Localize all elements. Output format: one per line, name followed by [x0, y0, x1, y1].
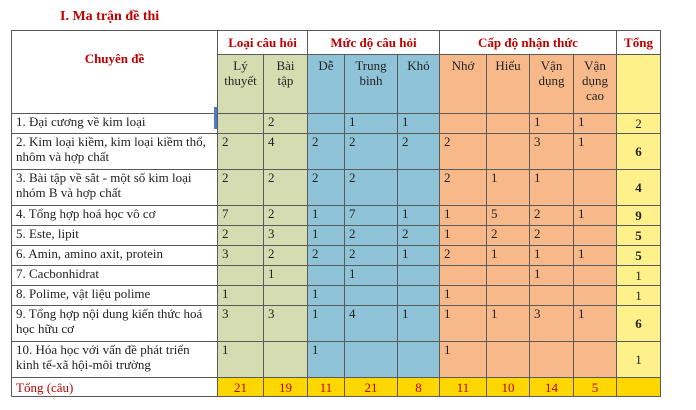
- count-cell: [398, 342, 440, 378]
- row-total-cell: 2: [617, 114, 661, 134]
- count-cell: 2: [308, 246, 345, 266]
- table-row: [12, 170, 661, 206]
- footer-cell: 5: [574, 378, 617, 397]
- footer-cell: 8: [398, 378, 440, 397]
- count-cell: [440, 266, 487, 286]
- count-cell: [308, 114, 345, 134]
- row-total-cell: 1: [617, 286, 661, 306]
- topic-cell: 7. Cacbonhidrat: [12, 266, 218, 286]
- row-total-cell: 6: [617, 134, 661, 170]
- count-cell: [487, 266, 530, 286]
- row-total-cell: 6: [617, 306, 661, 342]
- table-row: [12, 342, 661, 378]
- subheader-cell: Vận dụng cao: [574, 55, 617, 114]
- count-cell: 1: [574, 306, 617, 342]
- count-cell: [530, 342, 574, 378]
- count-cell: 1: [398, 306, 440, 342]
- count-cell: 1: [218, 286, 264, 306]
- count-cell: [487, 286, 530, 306]
- count-cell: 1: [574, 134, 617, 170]
- cognitive-header: Cấp độ nhận thức: [440, 31, 617, 55]
- count-cell: [574, 286, 617, 306]
- table-row: [12, 246, 661, 266]
- table-row: [12, 226, 661, 246]
- count-cell: 2: [264, 246, 308, 266]
- topic-header: Chuyên đề: [12, 31, 218, 114]
- count-cell: 1: [440, 286, 487, 306]
- count-cell: 2: [440, 246, 487, 266]
- count-cell: 1: [345, 266, 398, 286]
- total-subheader-cell: [617, 55, 661, 114]
- count-cell: [574, 342, 617, 378]
- count-cell: 1: [308, 226, 345, 246]
- count-cell: 2: [218, 226, 264, 246]
- count-cell: 7: [345, 206, 398, 226]
- footer-row: [12, 378, 661, 397]
- count-cell: 2: [218, 134, 264, 170]
- count-cell: 3: [530, 134, 574, 170]
- count-cell: 2: [218, 170, 264, 206]
- subheader-cell: Vận dụng: [530, 55, 574, 114]
- footer-cell: 21: [218, 378, 264, 397]
- footer-total-cell: [617, 378, 661, 397]
- count-cell: 4: [345, 306, 398, 342]
- footer-cell: 14: [530, 378, 574, 397]
- count-cell: 1: [530, 170, 574, 206]
- count-cell: 2: [440, 134, 487, 170]
- count-cell: 3: [264, 306, 308, 342]
- table-row: [12, 206, 661, 226]
- count-cell: [574, 226, 617, 246]
- count-cell: 1: [308, 306, 345, 342]
- count-cell: 2: [398, 134, 440, 170]
- count-cell: 3: [264, 226, 308, 246]
- count-cell: 2: [264, 206, 308, 226]
- count-cell: 1: [487, 170, 530, 206]
- count-cell: [398, 266, 440, 286]
- count-cell: 1: [264, 266, 308, 286]
- topic-cell: 4. Tổng hợp hoá học vô cơ: [12, 206, 218, 226]
- footer-cell: 19: [264, 378, 308, 397]
- count-cell: 1: [530, 246, 574, 266]
- footer-cell: 11: [440, 378, 487, 397]
- count-cell: 1: [487, 306, 530, 342]
- header-row-1: [12, 31, 661, 55]
- count-cell: [530, 286, 574, 306]
- subheader-cell: Bài tập: [264, 55, 308, 114]
- subheader-cell: Nhớ: [440, 55, 487, 114]
- count-cell: [345, 342, 398, 378]
- count-cell: 1: [574, 114, 617, 134]
- table-row: [12, 114, 661, 134]
- count-cell: [264, 286, 308, 306]
- count-cell: 1: [308, 286, 345, 306]
- count-cell: 2: [530, 206, 574, 226]
- topic-cell: 6. Amin, amino axit, protein: [12, 246, 218, 266]
- count-cell: 2: [308, 170, 345, 206]
- subheader-cell: Lý thuyết: [218, 55, 264, 114]
- topic-cell: 9. Tổng hợp nội dung kiến thức hoá học hữu cơ: [12, 306, 218, 342]
- count-cell: 2: [345, 246, 398, 266]
- count-cell: 2: [398, 226, 440, 246]
- count-cell: 2: [345, 226, 398, 246]
- count-cell: 2: [345, 170, 398, 206]
- subheader-cell: Dễ: [308, 55, 345, 114]
- count-cell: 1: [398, 114, 440, 134]
- count-cell: 4: [264, 134, 308, 170]
- subheader-cell: Trung bình: [345, 55, 398, 114]
- count-cell: 1: [440, 226, 487, 246]
- count-cell: 2: [345, 134, 398, 170]
- count-cell: 2: [264, 170, 308, 206]
- count-cell: [398, 286, 440, 306]
- count-cell: [218, 114, 264, 134]
- count-cell: 2: [264, 114, 308, 134]
- difficulty-header: Mức độ câu hỏi: [308, 31, 440, 55]
- table-body: [12, 114, 661, 378]
- count-cell: [574, 170, 617, 206]
- subheader-cell: Khó: [398, 55, 440, 114]
- count-cell: 7: [218, 206, 264, 226]
- count-cell: 1: [530, 114, 574, 134]
- table-row: [12, 266, 661, 286]
- topic-cell: 8. Polime, vật liệu polime: [12, 286, 218, 306]
- exam-matrix-table: [11, 30, 661, 397]
- count-cell: 5: [487, 206, 530, 226]
- count-cell: 3: [218, 306, 264, 342]
- topic-cell: 5. Este, lipit: [12, 226, 218, 246]
- count-cell: [574, 266, 617, 286]
- row-total-cell: 1: [617, 266, 661, 286]
- count-cell: 1: [440, 306, 487, 342]
- row-total-cell: 9: [617, 206, 661, 226]
- count-cell: [487, 342, 530, 378]
- topic-cell: 10. Hóa học với vấn đề phát triển kinh tế-xã hội-môi trường: [12, 342, 218, 378]
- count-cell: 1: [440, 342, 487, 378]
- count-cell: 2: [530, 226, 574, 246]
- text-cursor-selection: [214, 107, 217, 129]
- count-cell: 1: [345, 114, 398, 134]
- row-total-cell: 4: [617, 170, 661, 206]
- count-cell: 1: [487, 246, 530, 266]
- subheader-cell: Hiểu: [487, 55, 530, 114]
- count-cell: 3: [530, 306, 574, 342]
- count-cell: [308, 266, 345, 286]
- row-total-cell: 1: [617, 342, 661, 378]
- count-cell: 1: [308, 342, 345, 378]
- row-total-cell: 5: [617, 246, 661, 266]
- count-cell: 2: [440, 170, 487, 206]
- topic-cell: 2. Kim loại kiềm, kim loại kiềm thổ, nhôm và hợp chất: [12, 134, 218, 170]
- table-row: [12, 134, 661, 170]
- topic-cell: 3. Bài tập về sắt - một số kim loại nhóm B và hợp chất: [12, 170, 218, 206]
- count-cell: [398, 170, 440, 206]
- row-total-cell: 5: [617, 226, 661, 246]
- count-cell: 1: [308, 206, 345, 226]
- question-type-header: Loại câu hỏi: [218, 31, 308, 55]
- count-cell: 2: [487, 226, 530, 246]
- count-cell: 2: [308, 134, 345, 170]
- count-cell: [264, 342, 308, 378]
- count-cell: [345, 286, 398, 306]
- count-cell: 1: [398, 206, 440, 226]
- count-cell: 1: [574, 206, 617, 226]
- total-header: Tổng: [617, 31, 661, 55]
- count-cell: [440, 114, 487, 134]
- count-cell: 1: [440, 206, 487, 226]
- count-cell: 3: [218, 246, 264, 266]
- table-row: [12, 306, 661, 342]
- footer-cell: 11: [308, 378, 345, 397]
- count-cell: 1: [218, 342, 264, 378]
- footer-cell: 10: [487, 378, 530, 397]
- count-cell: [487, 134, 530, 170]
- table-row: [12, 286, 661, 306]
- count-cell: 1: [574, 246, 617, 266]
- count-cell: [218, 266, 264, 286]
- footer-label: Tổng (câu): [12, 378, 218, 397]
- footer-cell: 21: [345, 378, 398, 397]
- count-cell: 1: [530, 266, 574, 286]
- topic-cell: 1. Đại cương về kim loại: [12, 114, 218, 134]
- count-cell: [487, 114, 530, 134]
- count-cell: 1: [398, 246, 440, 266]
- section-title: I. Ma trận đề thi: [60, 9, 160, 24]
